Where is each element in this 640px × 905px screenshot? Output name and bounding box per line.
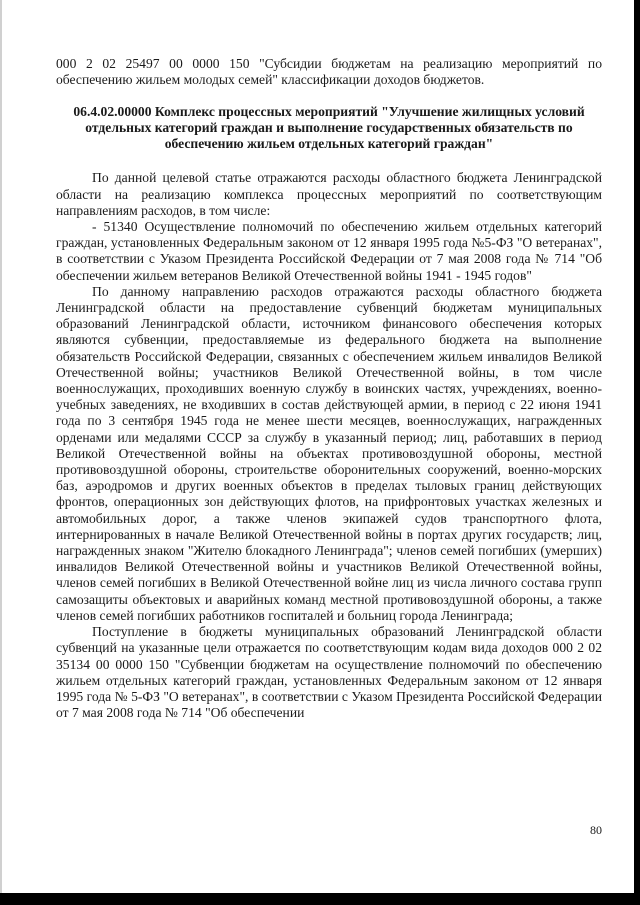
scan-left-edge bbox=[0, 0, 2, 905]
intro-paragraph: 000 2 02 25497 00 0000 150 "Субсидии бюджетам на реализацию мероприятий по обеспечению жильем молодых семей" классификации доходов бюджетов. bbox=[56, 56, 602, 88]
scan-right-edge bbox=[634, 0, 640, 905]
scan-bottom-edge bbox=[0, 893, 640, 905]
paragraph-2: - 51340 Осуществление полномочий по обеспечению жильем отдельных категорий граждан, установленных Федеральным законом от 12 января 1995 года №5-ФЗ "О ветеранах", в соответствии с Указом Президента Российской Федерации от 7 мая 2008 года № 714 "Об обеспечении жильем ветеранов Великой Отечественной войны 1941 - 1945 годов" bbox=[56, 219, 602, 283]
paragraph-3: По данному направлению расходов отражаются расходы областного бюджета Ленинградской области на предоставление субвенций бюджетам муниципальных образований Ленинградской области, источником финансового обеспечения которых являются субвенции, предоставляемые из федерального бюджета на выполнение обязательств Российской Федерации, связанных с обеспечением жильем инвалидов Великой Отечественной войны; участников Великой Отечественной войны, в том числе военнослужащих, проходивших военную службу в воинских частях, учреждениях, военно-учебных заведениях, не входивших в состав действующей армии, в период с 22 июня 1941 года по 3 сентября 1945 года не менее шести месяцев, военнослужащих, награжденных орденами или медалями СССР за службу в указанный период; лиц, работавших в период Великой Отечественной войны на объектах противовоздушной обороны, местной противовоздушной обороны, строительстве оборонительных сооружений, военно-морских баз, аэродромов и других военных объектов в пределах тыловых границ действующих фронтов, операционных зон действующих флотов, на прифронтовых участках железных и автомобильных дорог, а также членов экипажей судов транспортного флота, интернированных в начале Великой Отечественной войны в портах других государств; лиц, награжденных знаком "Жителю блокадного Ленинграда"; членов семей погибших (умерших) инвалидов Великой Отечественной войны и участников Великой Отечественной войны, членов семей погибших в Великой Отечественной войне лиц из числа личного состава групп самозащиты объектовых и аварийных команд местной противовоздушной обороны, а также членов семей погибших работников госпиталей и больниц города Ленинграда; bbox=[56, 283, 602, 623]
page-number: 80 bbox=[590, 823, 602, 837]
paragraph-1: По данной целевой статье отражаются расходы областного бюджета Ленинградской области на реализацию комплекса процессных мероприятий по соответствующим направлениям расходов, в том числе: bbox=[56, 170, 602, 218]
section-heading: 06.4.02.00000 Комплекс процессных мероприятий "Улучшение жилищных условий отдельных категорий граждан и выполнение государственных обязательств по обеспечению жильем отдельных категорий граждан" bbox=[73, 104, 585, 152]
document-body bbox=[56, 56, 602, 721]
paragraph-4: Поступление в бюджеты муниципальных образований Ленинградской области субвенций на указанные цели отражается по соответствующим кодам вида доходов 000 2 02 35134 00 0000 150 "Субвенции бюджетам на осуществление полномочий по обеспечению жильем отдельных категорий граждан, установленных Федеральным законом от 12 января 1995 года № 5-ФЗ "О ветеранах", в соответствии с Указом Президента Российской Федерации от 7 мая 2008 года № 714 "Об обеспечении bbox=[56, 624, 602, 721]
